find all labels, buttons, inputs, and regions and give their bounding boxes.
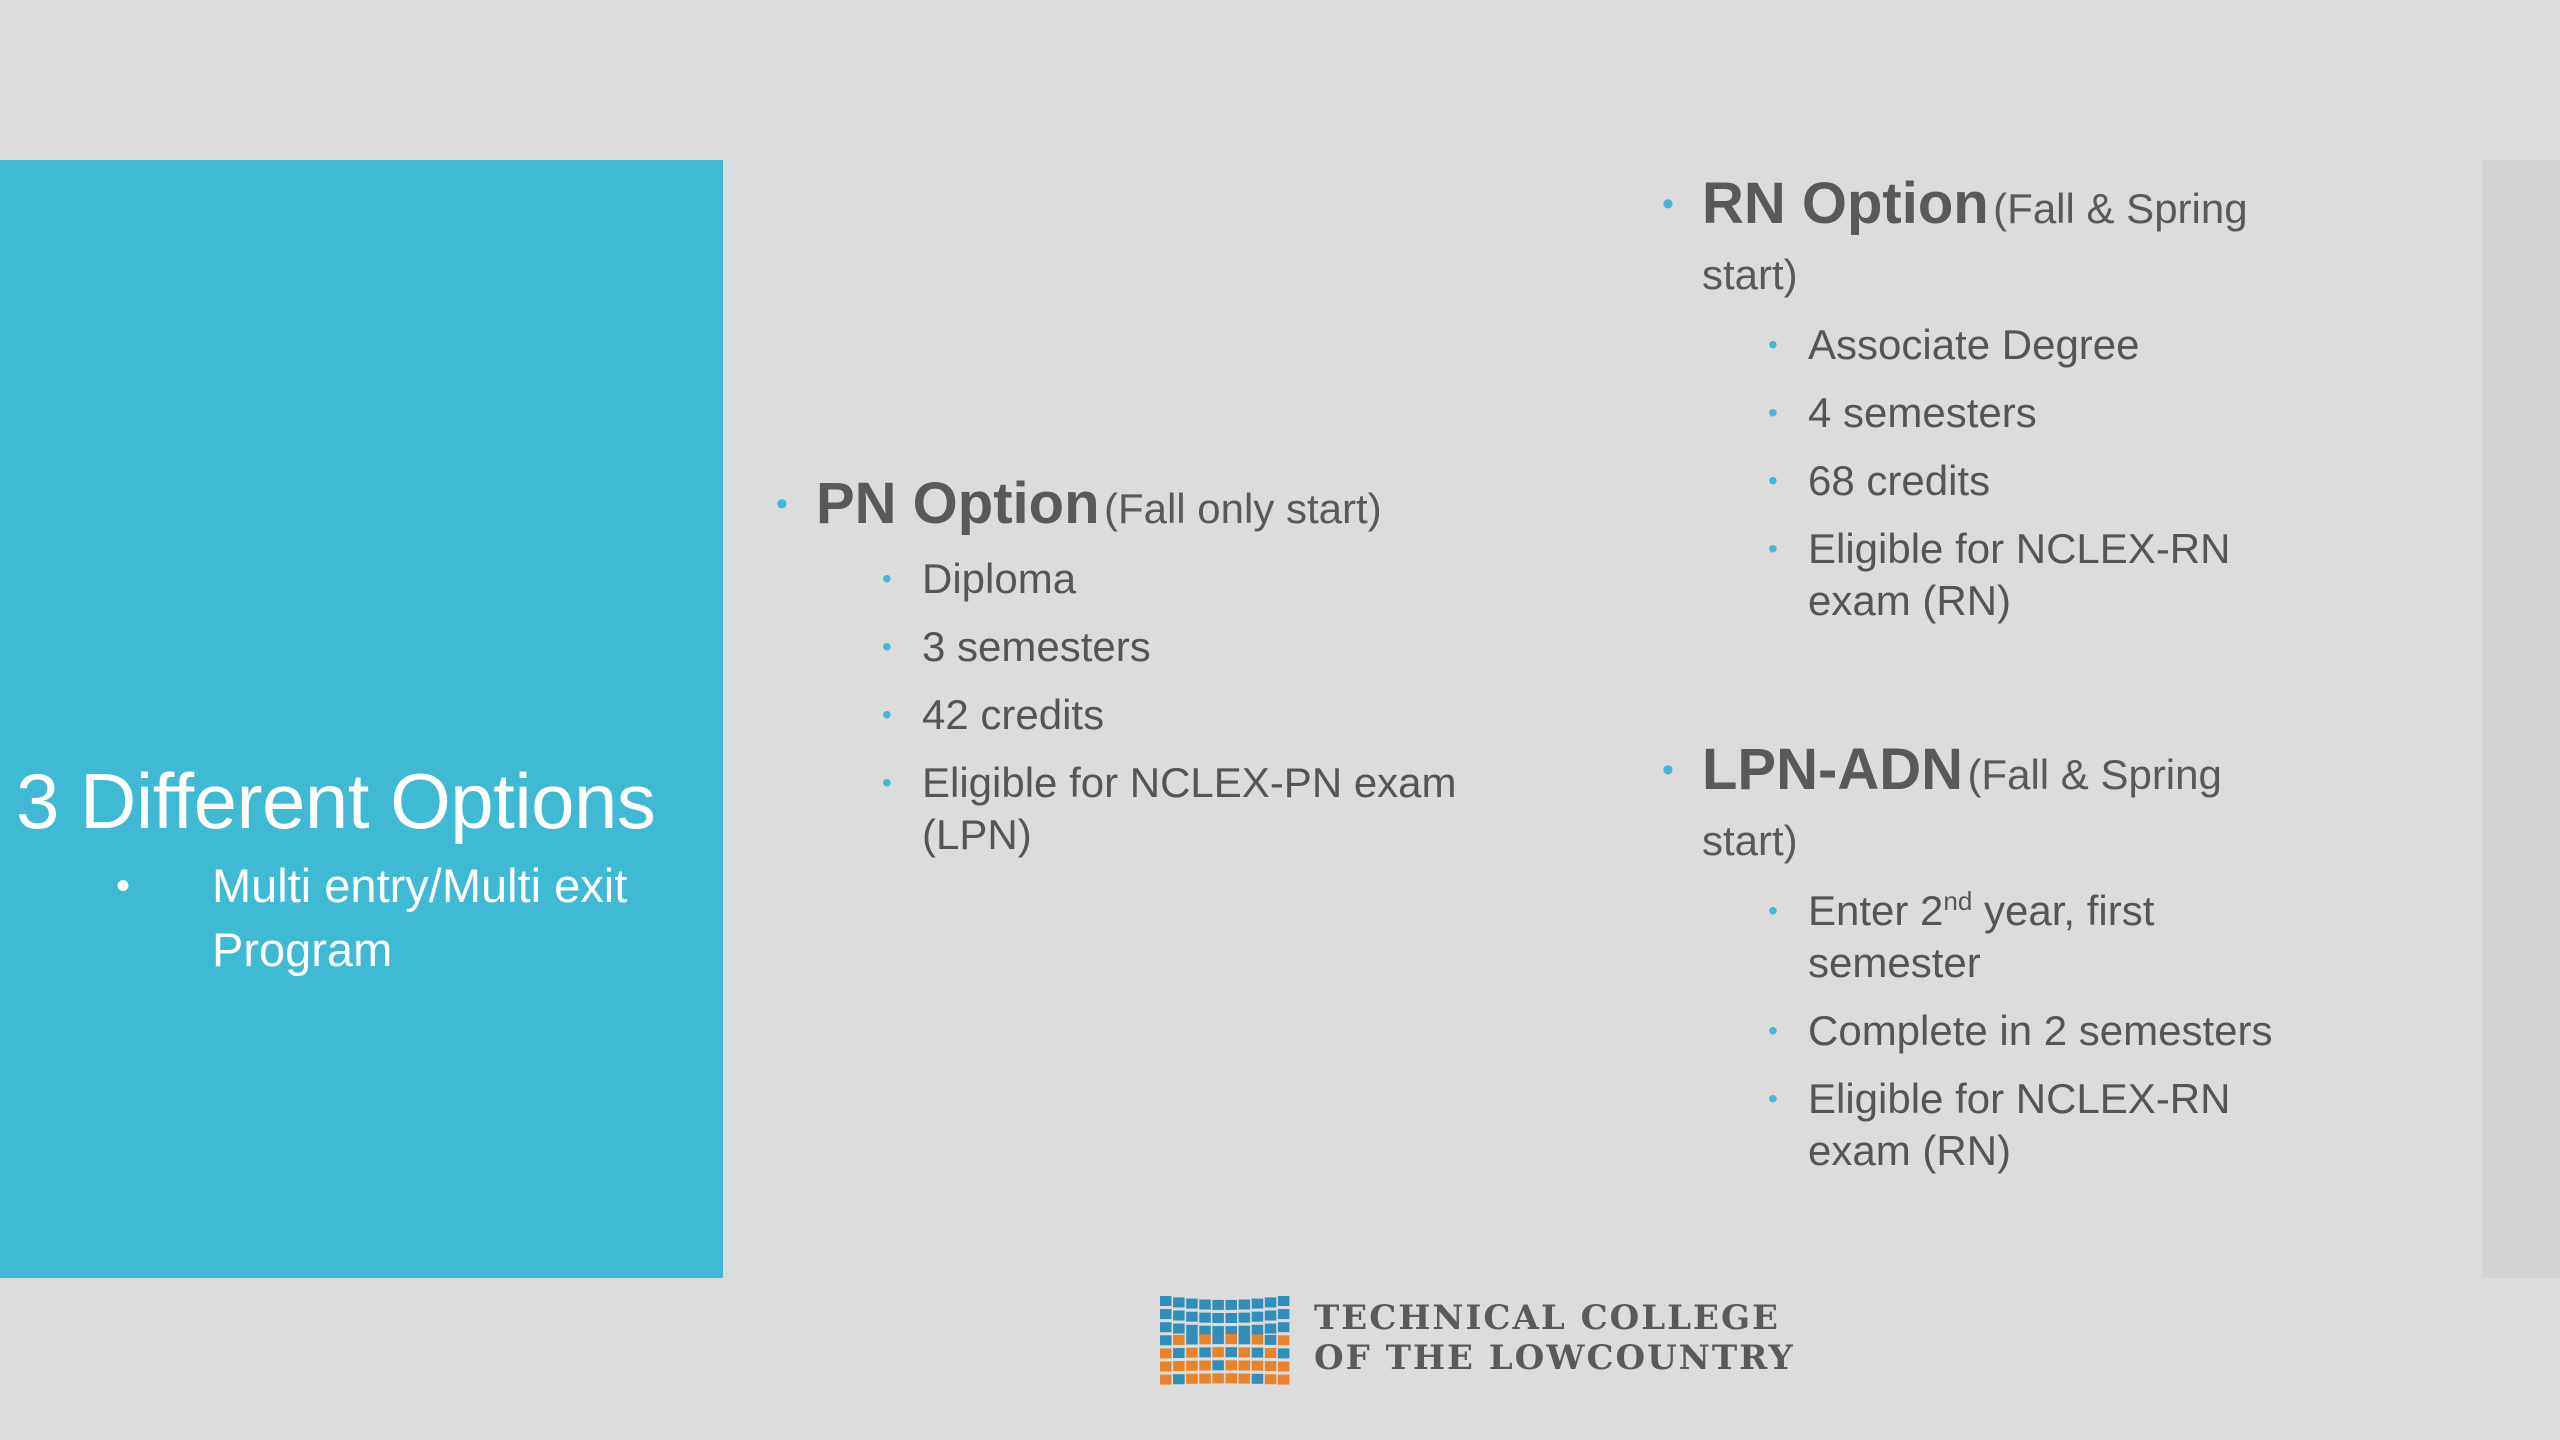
list-item: [776, 689, 1576, 741]
list-item-text: 42 credits: [922, 691, 1105, 738]
logo-grid-cell: [1199, 1334, 1211, 1344]
subtitle-item: [112, 854, 702, 982]
bullet-dot-icon: •: [776, 485, 788, 523]
pn-option-heading: [776, 471, 1576, 547]
logo-grid-cell: [1239, 1313, 1251, 1323]
logo-grid-cell: [1265, 1324, 1277, 1334]
logo-grid-cell: [1199, 1374, 1211, 1384]
slide-title: 3 Different Options: [16, 757, 656, 845]
logo-grid-cell: [1212, 1360, 1224, 1370]
college-name-line2: OF THE LOWCOUNTRY: [1314, 1338, 1795, 1378]
logo-grid-cell: [1212, 1347, 1224, 1357]
logo-grid-cell: [1173, 1374, 1185, 1384]
subtitle-item-text: Multi entry/Multi exit Program: [212, 859, 628, 976]
logo-grid-cell: [1226, 1360, 1238, 1370]
logo-grid-cell: [1252, 1374, 1264, 1384]
logo-grid-cell: [1173, 1324, 1185, 1334]
list-item: [1662, 319, 2362, 371]
logo-grid-cell: [1186, 1325, 1198, 1335]
logo-grid-cell: [1278, 1322, 1290, 1332]
ordinal-suffix: nd: [1943, 886, 1973, 916]
bullet-dot-icon: •: [1768, 465, 1778, 496]
list-item: [776, 757, 1482, 861]
logo-grid-cell: [1265, 1311, 1277, 1321]
logo-grid-cell: [1186, 1312, 1198, 1322]
logo-grid-cell: [1278, 1335, 1290, 1345]
logo-grid-cell: [1160, 1309, 1172, 1319]
logo-grid-cell: [1278, 1375, 1290, 1385]
logo-grid-cell: [1252, 1299, 1264, 1309]
list-item-text: 4 semesters: [1808, 389, 2037, 436]
logo-grid-cell: [1173, 1361, 1185, 1371]
logo-grid-cell: [1239, 1326, 1251, 1336]
bullet-dot-icon: •: [1768, 397, 1778, 428]
college-name-line1: TECHNICAL COLLEGE: [1314, 1298, 1780, 1338]
pn-option-items: [776, 553, 1576, 861]
list-item: [1662, 523, 2288, 627]
logo-grid-cell: [1173, 1297, 1185, 1307]
logo-grid-cell: [1265, 1335, 1277, 1345]
logo-grid-cell: [1199, 1326, 1211, 1336]
list-item: [776, 553, 1576, 605]
rn-option-block: [1662, 171, 2362, 643]
logo-grid-cell: [1173, 1348, 1185, 1358]
logo-grid-cell: [1278, 1348, 1290, 1358]
logo-grid-cell: [1186, 1374, 1198, 1384]
rn-option-title: RN Option: [1702, 171, 1989, 236]
logo-grid-cell: [1226, 1334, 1238, 1344]
bullet-dot-icon: •: [882, 563, 892, 594]
list-item-text-suffix: year, first semester: [1808, 887, 2155, 986]
list-item: [776, 621, 1576, 673]
logo-grid-cell: [1226, 1313, 1238, 1323]
logo-grid-cell: [1278, 1309, 1290, 1319]
logo-grid-cell: [1199, 1313, 1211, 1323]
bullet-dot-icon: •: [1768, 1083, 1778, 1114]
logo-grid-cell: [1226, 1347, 1238, 1357]
list-item-text: Associate Degree: [1808, 321, 2140, 368]
bullet-dot-icon: •: [882, 631, 892, 662]
bullet-dot-icon: •: [1768, 329, 1778, 360]
bullet-dot-icon: •: [1768, 895, 1778, 926]
logo-grid-cell: [1173, 1311, 1185, 1321]
logo-grid-cell: [1199, 1300, 1211, 1310]
logo-grid-cell: [1252, 1361, 1264, 1371]
logo-grid-cell: [1160, 1335, 1172, 1345]
bullet-dot-icon: •: [882, 767, 892, 798]
logo-grid-cell: [1212, 1313, 1224, 1323]
list-item: [1662, 455, 2362, 507]
list-item-text: 3 semesters: [922, 623, 1151, 670]
pn-option-note: (Fall only start): [1103, 485, 1382, 532]
bullet-dot-icon: •: [1662, 751, 1674, 789]
logo-grid-cell: [1186, 1299, 1198, 1309]
logo-grid-cell: [1265, 1297, 1277, 1307]
college-grid-logo-icon: [1160, 1296, 1290, 1388]
list-item-text: Eligible for NCLEX-RN exam (RN): [1808, 1075, 2231, 1174]
logo-grid-cell: [1186, 1348, 1198, 1358]
subtitle-list: [112, 854, 702, 982]
logo-grid-cell: [1160, 1362, 1172, 1372]
list-item: [1662, 387, 2362, 439]
logo-grid-cell: [1226, 1373, 1238, 1383]
bullet-dot-icon: •: [1768, 533, 1778, 564]
logo-grid-cell: [1160, 1375, 1172, 1385]
logo-grid-cell: [1252, 1335, 1264, 1345]
list-item-text: Eligible for NCLEX-RN exam (RN): [1808, 525, 2231, 624]
lpn-adn-option-title: LPN-ADN: [1702, 737, 1963, 802]
logo-grid-cell: [1265, 1361, 1277, 1371]
lpn-adn-option-note: (Fall & Spring start): [1702, 751, 2222, 864]
logo-grid-cell: [1265, 1374, 1277, 1384]
title-panel: [0, 160, 723, 1278]
bullet-dot-icon: •: [882, 699, 892, 730]
logo-grid-cell: [1239, 1347, 1251, 1357]
list-item-text: Complete in 2 semesters: [1808, 1007, 2273, 1054]
pn-option-title: PN Option: [816, 471, 1100, 536]
lpn-adn-option-items: [1662, 885, 2362, 1177]
list-item: [1662, 1005, 2362, 1057]
college-logo: [1160, 1296, 1795, 1388]
bullet-dot-icon: •: [116, 864, 131, 908]
rn-option-items: [1662, 319, 2362, 627]
right-edge-strip: [2482, 160, 2560, 1278]
lpn-adn-option-block: [1662, 737, 2362, 1193]
list-item: [1662, 1073, 2288, 1177]
logo-grid-cell: [1186, 1361, 1198, 1371]
logo-grid-cell: [1212, 1300, 1224, 1310]
logo-grid-cell: [1199, 1347, 1211, 1357]
logo-grid-cell: [1173, 1335, 1185, 1345]
logo-grid-cell: [1226, 1300, 1238, 1310]
logo-grid-cell: [1212, 1373, 1224, 1383]
rn-option-heading: [1662, 171, 2322, 313]
list-item-text-prefix: Enter 2: [1808, 887, 1944, 934]
logo-grid-cell: [1160, 1348, 1172, 1358]
list-item-text: Diploma: [922, 555, 1077, 602]
logo-grid-cell: [1278, 1362, 1290, 1372]
logo-grid-cell: [1239, 1361, 1251, 1371]
logo-grid-cell: [1186, 1335, 1198, 1345]
logo-grid-cell: [1160, 1296, 1172, 1306]
pn-option-block: [776, 471, 1576, 877]
logo-grid-cell: [1252, 1312, 1264, 1322]
logo-grid-cell: [1239, 1374, 1251, 1384]
list-item-text: 68 credits: [1808, 457, 1991, 504]
logo-grid-cell: [1212, 1334, 1224, 1344]
logo-grid-cell: [1160, 1322, 1172, 1332]
lpn-adn-option-heading: [1662, 737, 2322, 879]
logo-grid-cell: [1265, 1348, 1277, 1358]
bullet-dot-icon: •: [1662, 185, 1674, 223]
list-item: [1662, 885, 2248, 989]
list-item-text: Eligible for NCLEX-PN exam (LPN): [922, 759, 1457, 858]
logo-grid-cell: [1199, 1361, 1211, 1371]
college-name: [1314, 1298, 1795, 1378]
logo-grid-cell: [1252, 1325, 1264, 1335]
rn-option-note: (Fall & Spring start): [1702, 185, 2248, 298]
logo-grid-cell: [1239, 1334, 1251, 1344]
bullet-dot-icon: •: [1768, 1015, 1778, 1046]
logo-grid-cell: [1252, 1348, 1264, 1358]
logo-grid-cell: [1278, 1296, 1290, 1306]
logo-grid-cell: [1239, 1300, 1251, 1310]
